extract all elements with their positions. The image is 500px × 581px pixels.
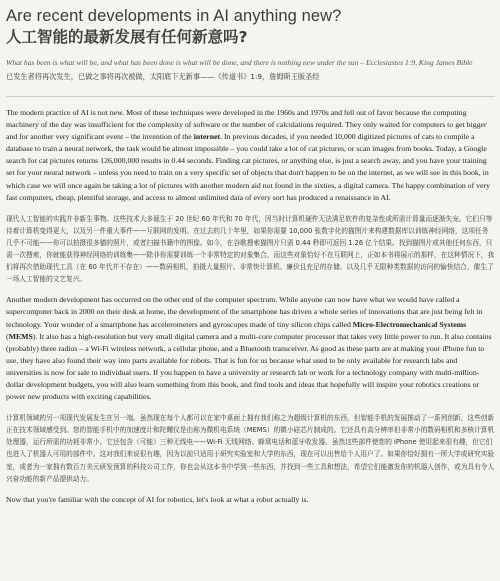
paragraph-2-en <box>6 294 495 403</box>
article-title-zh: 人工智能的最新发展有任何新意吗? <box>6 28 248 46</box>
paragraph-1-en-part-b: . In previous decades, if you needed 10,000 digitized pictures of cats to compile a database to train a neural network, the task would be almost impossible – you could take a lot of cat pictures, or scan images from books. Today, a Google search for cat pictures returns 126,000,000 results in 0.44 seconds. Finding cat pictures, or anything else, is just a search away, and you have your training set for your neural network – unless you need to train on a very specific set of objects that don't happen to be on the internet, as we will see in this book, in which case we will once again be taking a lot of pictures with another modern aid not found in the sixties, a digital camera. The happy combination of very fast computers, cheap, plentiful storage, and access to almost unlimited data of every sort has produced a renaissance in AI. <box>6 132 490 202</box>
paragraph-1-en <box>6 107 495 204</box>
paragraph-2-en-paren-open: ( <box>6 331 9 341</box>
epigraph-en: What has been is what will be, and what has been done is what will be done, and there is nothing new under the sun – Ecclesiastes 1:9, King James Bible <box>6 58 473 67</box>
paragraph-1-zh: 现代人工智能的实践并非新生事物。这些技术大多诞生于 20 世纪 60 年代和 70 年代，因当时计算机硬件无法满足软件的复杂性或所需计算量而逐渐失宠。它们只等待着计算机变得更大，以及另一件重大事件——互联网的发明。在过去的几十年里，如果你需要 10,000 张数字化的猫图片来构建数据库以训练神经网络，这项任务几乎不可能——你可以拍摄很多猫的照片，或者扫描书籍中的图像。如今，在谷歌搜索猫图片只需 0.44 秒即可返回 1.26 亿个结果。找到猫图片或其他任何东西，只需一次搜索，你就能获得神经网络的训练集——除非你需要训练一个非常特定的对象集合，而这些对象恰好不在互联网上，正如本书将展示的那样，在这种情况下，我们将再次借助现代工具（在 60 年代并不存在）——数码相机，拍摄大量照片。非常快计算机、廉价且充足的存储、以及几乎无限种类数据的访问的愉快结合，催生了一场人工智能的文艺复兴。 <box>6 214 495 284</box>
paragraph-2-en-part-c: ). It also has a high-resolution but very small digital camera and a multi-core computer processor that takes very little power to run. It also contains (probably) three radios – a Wi-Fi wireless network, a cellular phone, and a Bluetooth transceiver. As good as these parts are at making your iPhone fun to use, they have also found their way into parts available for robots. That is fun for us because what used to be only available for research labs and universities is now for sale to individual users. If you happen to have a university or research lab or work for a technology company with multi-million-dollar development budgets, you will also learn something from this book, and find tools and ideas that hopefully will inspire your robotics creations or power new products with exciting capabilities. <box>6 331 492 402</box>
article-title-en: Are recent developments in AI anything new? <box>6 7 342 25</box>
mems-term: Micro-Electromechanical Systems <box>352 319 467 329</box>
paragraph-2-en-part-a: Another modern development has occurred on the other end of the computer spectrum. While anyone can now have what we would have called a supercomputer back in 2000 on their desk at home, the development of the smartphone has driven a whole series of innovations that are just being felt in technology. Your wonder of a smartphone has accelerometers and gyroscopes made of tiny silicon chips called <box>6 295 483 329</box>
paragraph-3-en: Now that you're familiar with the concept of AI for robotics, let's look at what a robot actually is. <box>6 494 309 504</box>
paragraph-1-en-part-a: The modern practice of AI is not new. Most of these techniques were developed in the 1960s and 1970s and fell out of favor because the computing machinery of the day was insufficient for the complexity of software or the number of calculations required. They only waited for computers to get bigger and for another very significant event – the invention of the <box>6 108 487 142</box>
epigraph-zh: 已发生者将再次发生，已做之事将再次被做，太阳底下无新事——《传道书》1:9，詹姆斯王版圣经 <box>6 72 320 81</box>
mems-acronym: MEMS <box>8 331 33 341</box>
internet-term: internet <box>193 132 221 142</box>
paragraph-2-zh: 计算机领域的另一项现代发展发生在另一端。虽然现在每个人都可以在家中桌面上拥有我们称之为超级计算机的东西，但智能手机的发展推动了一系列创新，这些创新正在技术领域感受到。您的智能手机中的加速度计和陀螺仪是由称为微机电系统（MEMS）的微小硅芯片制成的。它还具有高分辨率但非常小的数码相机和多核计算机处理器，运行所需的功耗非常小。它还包含（可能）三种无线电——Wi-Fi 无线网络、蜂窝电话和蓝牙收发器。虽然这些部件使您的 iPhone 使用起来很有趣，但它们也进入了机器人可用的部件中。这对我们来说很有趣，因为以前只适用于研究实验室和大学的东西，现在可以出售给个人用户了。如果你恰好拥有一所大学或研究实验室，或者为一家拥有数百万美元研发预算的科技公司工作，你也会从这本书中学到一些东西，并找到一些工具和想法，希望它们能激发你的机器人创作，或为具有令人兴奋功能的新产品提供动力。 <box>6 414 495 483</box>
section-divider <box>6 96 495 97</box>
article <box>6 6 495 506</box>
